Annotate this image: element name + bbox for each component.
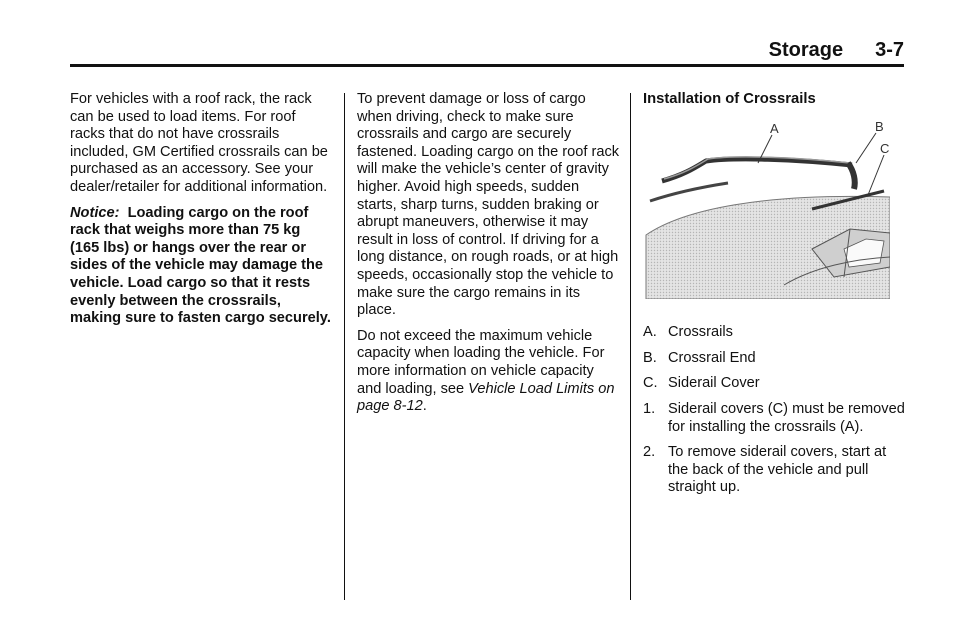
figure-legend xyxy=(643,324,905,393)
list-item: 2. To remove siderail covers, start at the back of the vehicle and pull straight up. xyxy=(643,444,887,496)
list-item: 1. Siderail covers (C) must be removed for installing the crossrails (A). xyxy=(643,400,905,435)
crossrail-end-b xyxy=(848,163,855,189)
paragraph xyxy=(357,328,621,416)
list-item: C. Siderail Cover xyxy=(643,375,760,392)
callout-leader xyxy=(856,133,876,163)
left-siderail xyxy=(650,183,728,201)
list-item: A. Crossrails xyxy=(643,324,733,341)
crossrail-a xyxy=(662,159,852,181)
paragraph: For vehicles with a roof rack, the rack can be used to load items. For roof racks that do not have crossrails included, GM Certified crossrails can be purchased as an accessory. See your dealer/retailer for additional information. xyxy=(70,91,328,195)
callout-leader xyxy=(868,155,884,195)
section-title: Storage xyxy=(768,39,844,61)
column-divider xyxy=(630,93,631,600)
callout-label-c: C xyxy=(880,140,890,156)
list-item: B. Crossrail End xyxy=(643,349,756,366)
header-rule xyxy=(70,64,904,67)
cross-reference-link[interactable]: Vehicle Load Limits on page 8-12 xyxy=(357,380,615,415)
steps-list xyxy=(643,401,905,497)
column-3 xyxy=(643,91,905,505)
page-header xyxy=(70,38,904,62)
notice-paragraph xyxy=(70,205,332,328)
notice-text: Loading cargo on the roof rack that weighs more than 75 kg (165 lbs) or hangs over the rear or sides of the vehicle may damage the vehicle. Load cargo so that it rests evenly between the crossrails, making sure to fasten cargo securely. xyxy=(70,204,331,327)
notice-label: Notice: xyxy=(70,204,120,221)
crossrail-illustration xyxy=(644,117,890,299)
paragraph: To prevent damage or loss of cargo when driving, check to make sure crossrails and cargo are securely fastened. Loading cargo on the roof rack will make the vehicle’s center of gravity higher. Avoid high speeds, sudden starts, sharp turns, sudden braking or abrupt maneuvers, otherwise it may result in loss of control. If driving for a long distance, on rough roads, or at high speeds, occasionally stop the vehicle to make sure the cargo remains in its place. xyxy=(357,91,620,319)
callout-label-a: A xyxy=(770,120,779,136)
column-divider xyxy=(344,93,345,600)
paragraph-end: . xyxy=(422,398,427,415)
column-1 xyxy=(70,91,332,336)
callout-label-b: B xyxy=(875,118,884,134)
column-2 xyxy=(357,91,621,424)
paragraph-text: Do not exceed the maximum vehicle capacity when loading the vehicle. For more information on vehicle capacity and loading, see xyxy=(357,327,605,397)
section-heading: Installation of Crossrails xyxy=(643,91,816,107)
page-number: 3-7 xyxy=(875,39,904,61)
